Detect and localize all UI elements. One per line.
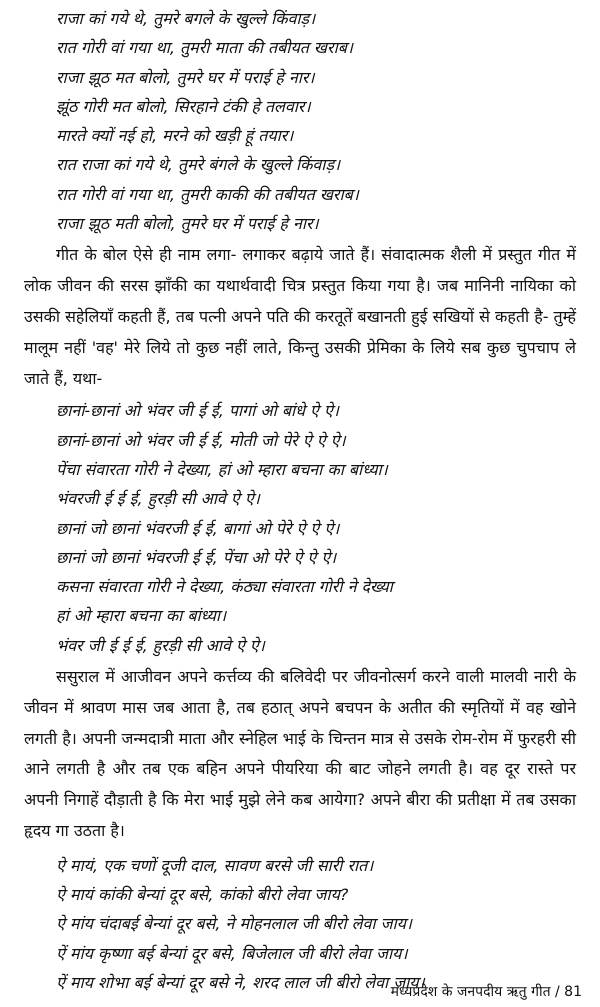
verse-line: भंवरजी ई ई ई, हुरड़ी सी आवे ऐ ऐ। — [56, 489, 260, 509]
folk-song-verse-1 — [24, 4, 576, 238]
verse-line: ऐ मायं, एक चणों दूजी दाल, सावण बरसे जी सारी रात। — [56, 855, 374, 875]
verse-line: रात राजा कां गये थे, तुमरे बंगले के खुल्ले किंवाड़। — [56, 155, 341, 175]
verse-line: राजा झूठ मत बोलो, तुमरे घर में पराई हे नार। — [56, 67, 315, 87]
folk-song-verse-3 — [24, 851, 576, 997]
verse-line: राजा कां गये थे, तुमरे बगले के खुल्ले किंवाड़। — [56, 9, 316, 28]
verse-line: भंवर जी ई ई ई, हुरड़ी सी आवे ऐ ऐ। — [56, 635, 265, 655]
paragraph-2: ससुराल में आजीवन अपने कर्त्तव्य की बलिवेदी पर जीवनोत्सर्ग करने वाली मालवी नारी के जीवन में श्रावण मास जब आता है, तब हठात् अपने बचपन के अतीत की स्मृतियों में वह खोने लगती है। अपनी जन्मदात्री माता और स्नेहिल भाई के चिन्तन मात्र से उसके रोम-रोम में फुरहरी सी आने लगती है और तब एक बहिन अपने पीयरिया की बाट जोहने लगती है। वह दूर रास्ते पर अपनी निगाहें दौड़ाती है कि मेरा भाई मुझे लेने कब आयेगा? अपने बीरा की प्रतीक्षा में तब उसका हृदय गा उठता है। — [24, 667, 576, 841]
verse-line: ऐं मांय कृष्णा बई बेन्यां दूर बसे, बिजेलाल जी बीरो लेवा जाय। — [56, 943, 408, 963]
verse-line: ऐ मायं कांकी बेन्यां दूर बसे, कांको बीरो लेवा जाय? — [56, 885, 349, 905]
verse-line: रात गोरी वां गया था, तुमरी माता की तबीयत खराब। — [56, 38, 353, 58]
folk-song-verse-2 — [24, 396, 576, 660]
verse-line: मारते क्यों नई हो, मरने को खड़ी हूं तयार। — [56, 126, 294, 146]
verse-line: राजा झूठ मती बोलो, तुमरे घर में पराई हे नार। — [56, 214, 319, 234]
page-footer: मध्यप्रदेश के जनपदीय ऋतु गीत / 81 — [390, 984, 582, 1000]
verse-line: ऐं माय शोभा बई बेन्यां दूर बसे ने, शरद लाल जी बीरो लेवा जाय। — [56, 973, 425, 992]
verse-line: हां ओ म्हारा बचना का बांध्या। — [56, 606, 227, 626]
verse-line: झूंठ गोरी मत बोलो, सिरहाने टंकी हे तलवार। — [56, 96, 311, 116]
verse-line: छानां-छानां ओ भंवर जी ई ई, मोती जो पेरे ऐ ऐ ऐ। — [56, 430, 346, 450]
verse-line: छानां जो छानां भंवरजी ई ई, बागां ओ पेरे ऐ ऐ ऐ। — [56, 518, 340, 538]
verse-line: ऐ मांय चंदाबई बेन्यां दूर बसे, ने मोहनलाल जी बीरो लेवा जाय। — [56, 914, 412, 934]
verse-line: पेंचा संवारता गोरी ने देख्या, हां ओ म्हारा बचना का बांध्या। — [56, 459, 388, 479]
verse-line: कसना संवारता गोरी ने देख्या, कंठ्या संवारता गोरी ने देख्या — [56, 577, 393, 597]
verse-line: छानां-छानां ओ भंवर जी ई ई, पागां ओ बांधे ऐ ऐ। — [56, 401, 339, 421]
verse-line: रात गोरी वां गया था, तुमरी काकी की तबीयत खराब। — [56, 184, 359, 204]
paragraph-1: गीत के बोल ऐसे ही नाम लगा- लगाकर बढ़ाये जाते हैं। संवादात्मक शैली में प्रस्तुत गीत में लोक जीवन की सरस झाँकी का यथार्थवादी चित्र प्रस्तुत किया गया है। जब मानिनी नायिका को उसकी सहेलियाँ कहती हैं, तब पत्नी अपने पति की करतूतें बखानती हुई सखियों से कहती है- तुम्हें मालूम नहीं 'वह' मेरे लिये तो कुछ नहीं लाते, किन्तु उसकी प्रेमिका के लिये सब कुछ चुपचाप ले जाते हैं, यथा- — [24, 245, 576, 388]
verse-line: छानां जो छानां भंवरजी ई ई, पेंचा ओ पेरे ऐ ऐ ऐ। — [56, 547, 337, 567]
